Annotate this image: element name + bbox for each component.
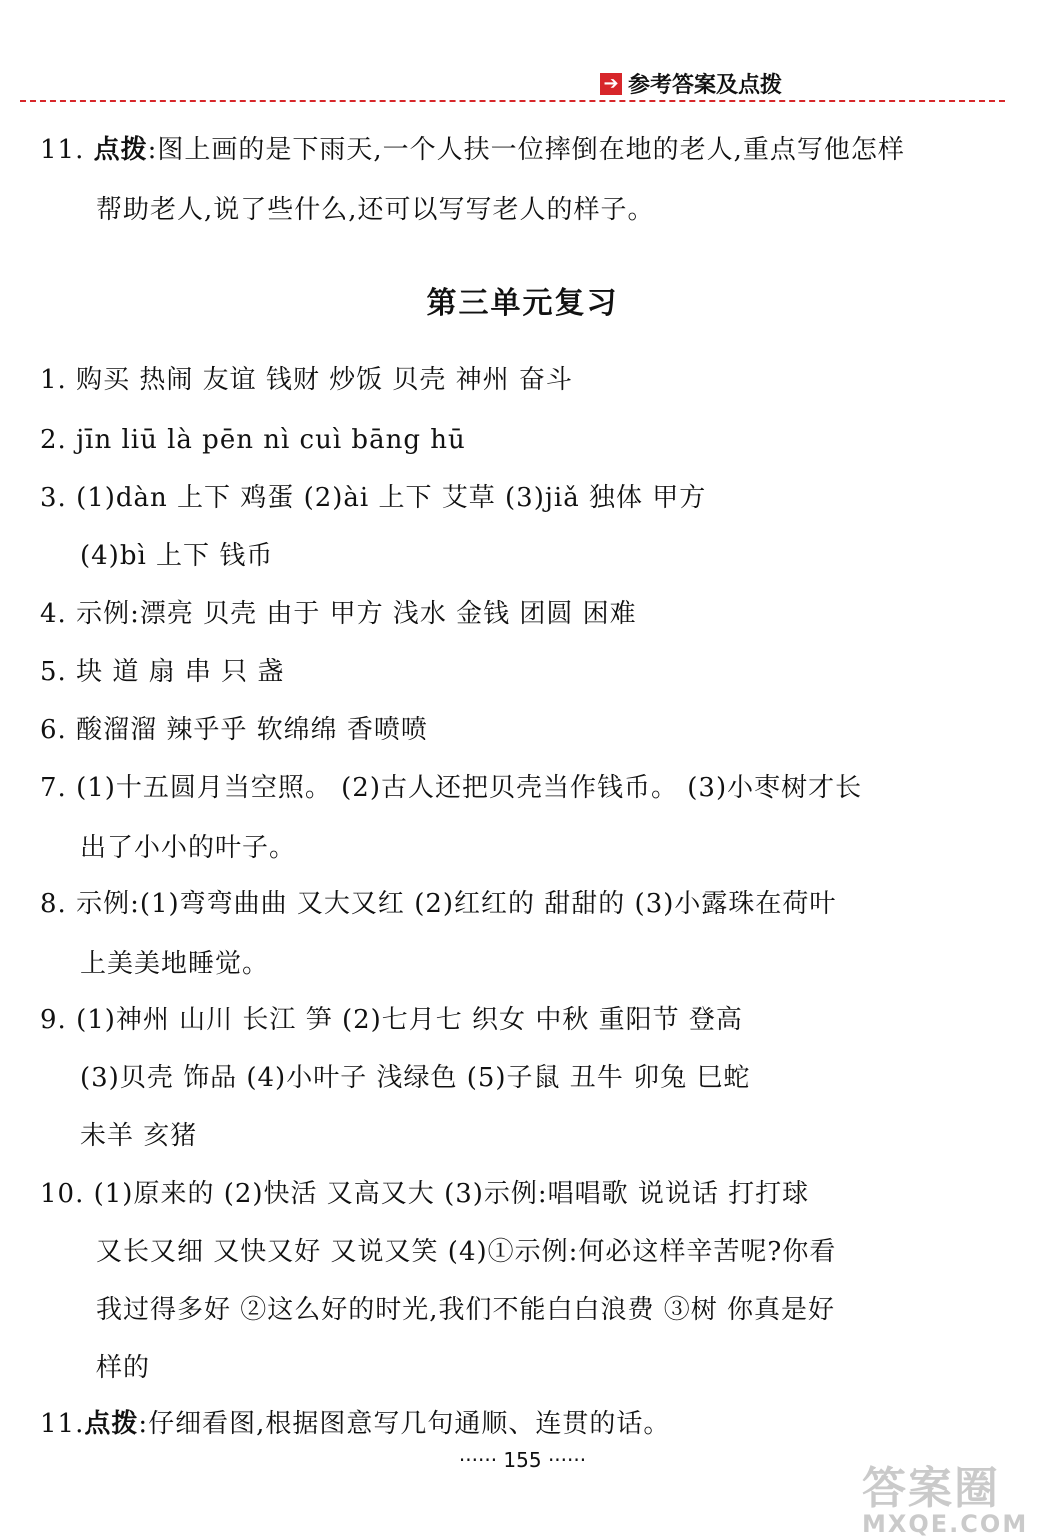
page-number: ······ 155 ······ — [458, 1448, 587, 1472]
answer-line: 8. 示例:(1)弯弯曲曲 又大又红 (2)红红的 甜甜的 (3)小露珠在荷叶 — [40, 889, 837, 919]
answer-line: (3)贝壳 饰品 (4)小叶子 浅绿色 (5)子鼠 丑牛 卯兔 巳蛇 — [80, 1063, 751, 1093]
tip-label: 点拨 — [84, 1409, 139, 1439]
answer-line: 10. (1)原来的 (2)快活 又高又大 (3)示例:唱唱歌 说说话 打打球 — [40, 1179, 810, 1209]
answer-line: 我过得多好 ②这么好的时光,我们不能白白浪费 ③树 你真是好 — [96, 1295, 836, 1325]
answer-line: 5. 块 道 扇 串 只 盏 — [40, 657, 285, 687]
answer-line: 样的 — [96, 1353, 151, 1383]
watermark-logo — [862, 1452, 1042, 1538]
answer-11-last — [40, 1406, 670, 1442]
answer-text: :图上画的是下雨天,一个人扶一位摔倒在地的老人,重点写他怎样 — [147, 135, 905, 165]
watermark-title: 答案圈 — [862, 1463, 1000, 1514]
watermark-url: MXQE.COM — [862, 1510, 1029, 1538]
answer-line: 4. 示例:漂亮 贝壳 由于 甲方 浅水 金钱 团圆 困难 — [40, 599, 637, 629]
answer-line: 6. 酸溜溜 辣乎乎 软绵绵 香喷喷 — [40, 715, 428, 745]
answer-number: 11. — [40, 135, 85, 165]
answer-number: 11. — [40, 1409, 85, 1439]
header-divider — [20, 100, 1005, 102]
unit-title: 第三单元复习 — [426, 286, 619, 321]
answer-line: 9. (1)神州 山川 长江 笋 (2)七月七 织女 中秋 重阳节 登高 — [40, 1005, 743, 1035]
answer-11-line-1 — [40, 132, 905, 168]
header-label — [600, 68, 782, 99]
page-header — [0, 0, 1045, 110]
answer-line: 3. (1)dàn 上下 鸡蛋 (2)ài 上下 艾草 (3)jiǎ 独体 甲方 — [40, 483, 707, 513]
answer-line: 1. 购买 热闹 友谊 钱财 炒饭 贝壳 神州 奋斗 — [40, 365, 573, 395]
answer-line: (4)bì 上下 钱币 — [80, 541, 274, 571]
answer-line: 出了小小的叶子。 — [80, 833, 297, 863]
answer-line: 上美美地睡觉。 — [80, 949, 270, 979]
answer-line: 2. jīn liū là pēn nì cuì bāng hū — [40, 425, 466, 455]
arrow-right-icon: ➔ — [600, 73, 622, 95]
tip-label: 点拨 — [93, 135, 148, 165]
answer-text: :仔细看图,根据图意写几句通顺、连贯的话。 — [138, 1409, 671, 1439]
answer-11-line-2: 帮助老人,说了些什么,还可以写写老人的样子。 — [96, 195, 655, 225]
answer-line: 又长又细 又快又好 又说又笑 (4)①示例:何必这样辛苦呢?你看 — [96, 1237, 837, 1267]
answer-line: 未羊 亥猪 — [80, 1121, 198, 1151]
answer-line: 7. (1)十五圆月当空照。 (2)古人还把贝壳当作钱币。 (3)小枣树才长 — [40, 773, 863, 803]
header-title: 参考答案及点拨 — [628, 73, 783, 98]
